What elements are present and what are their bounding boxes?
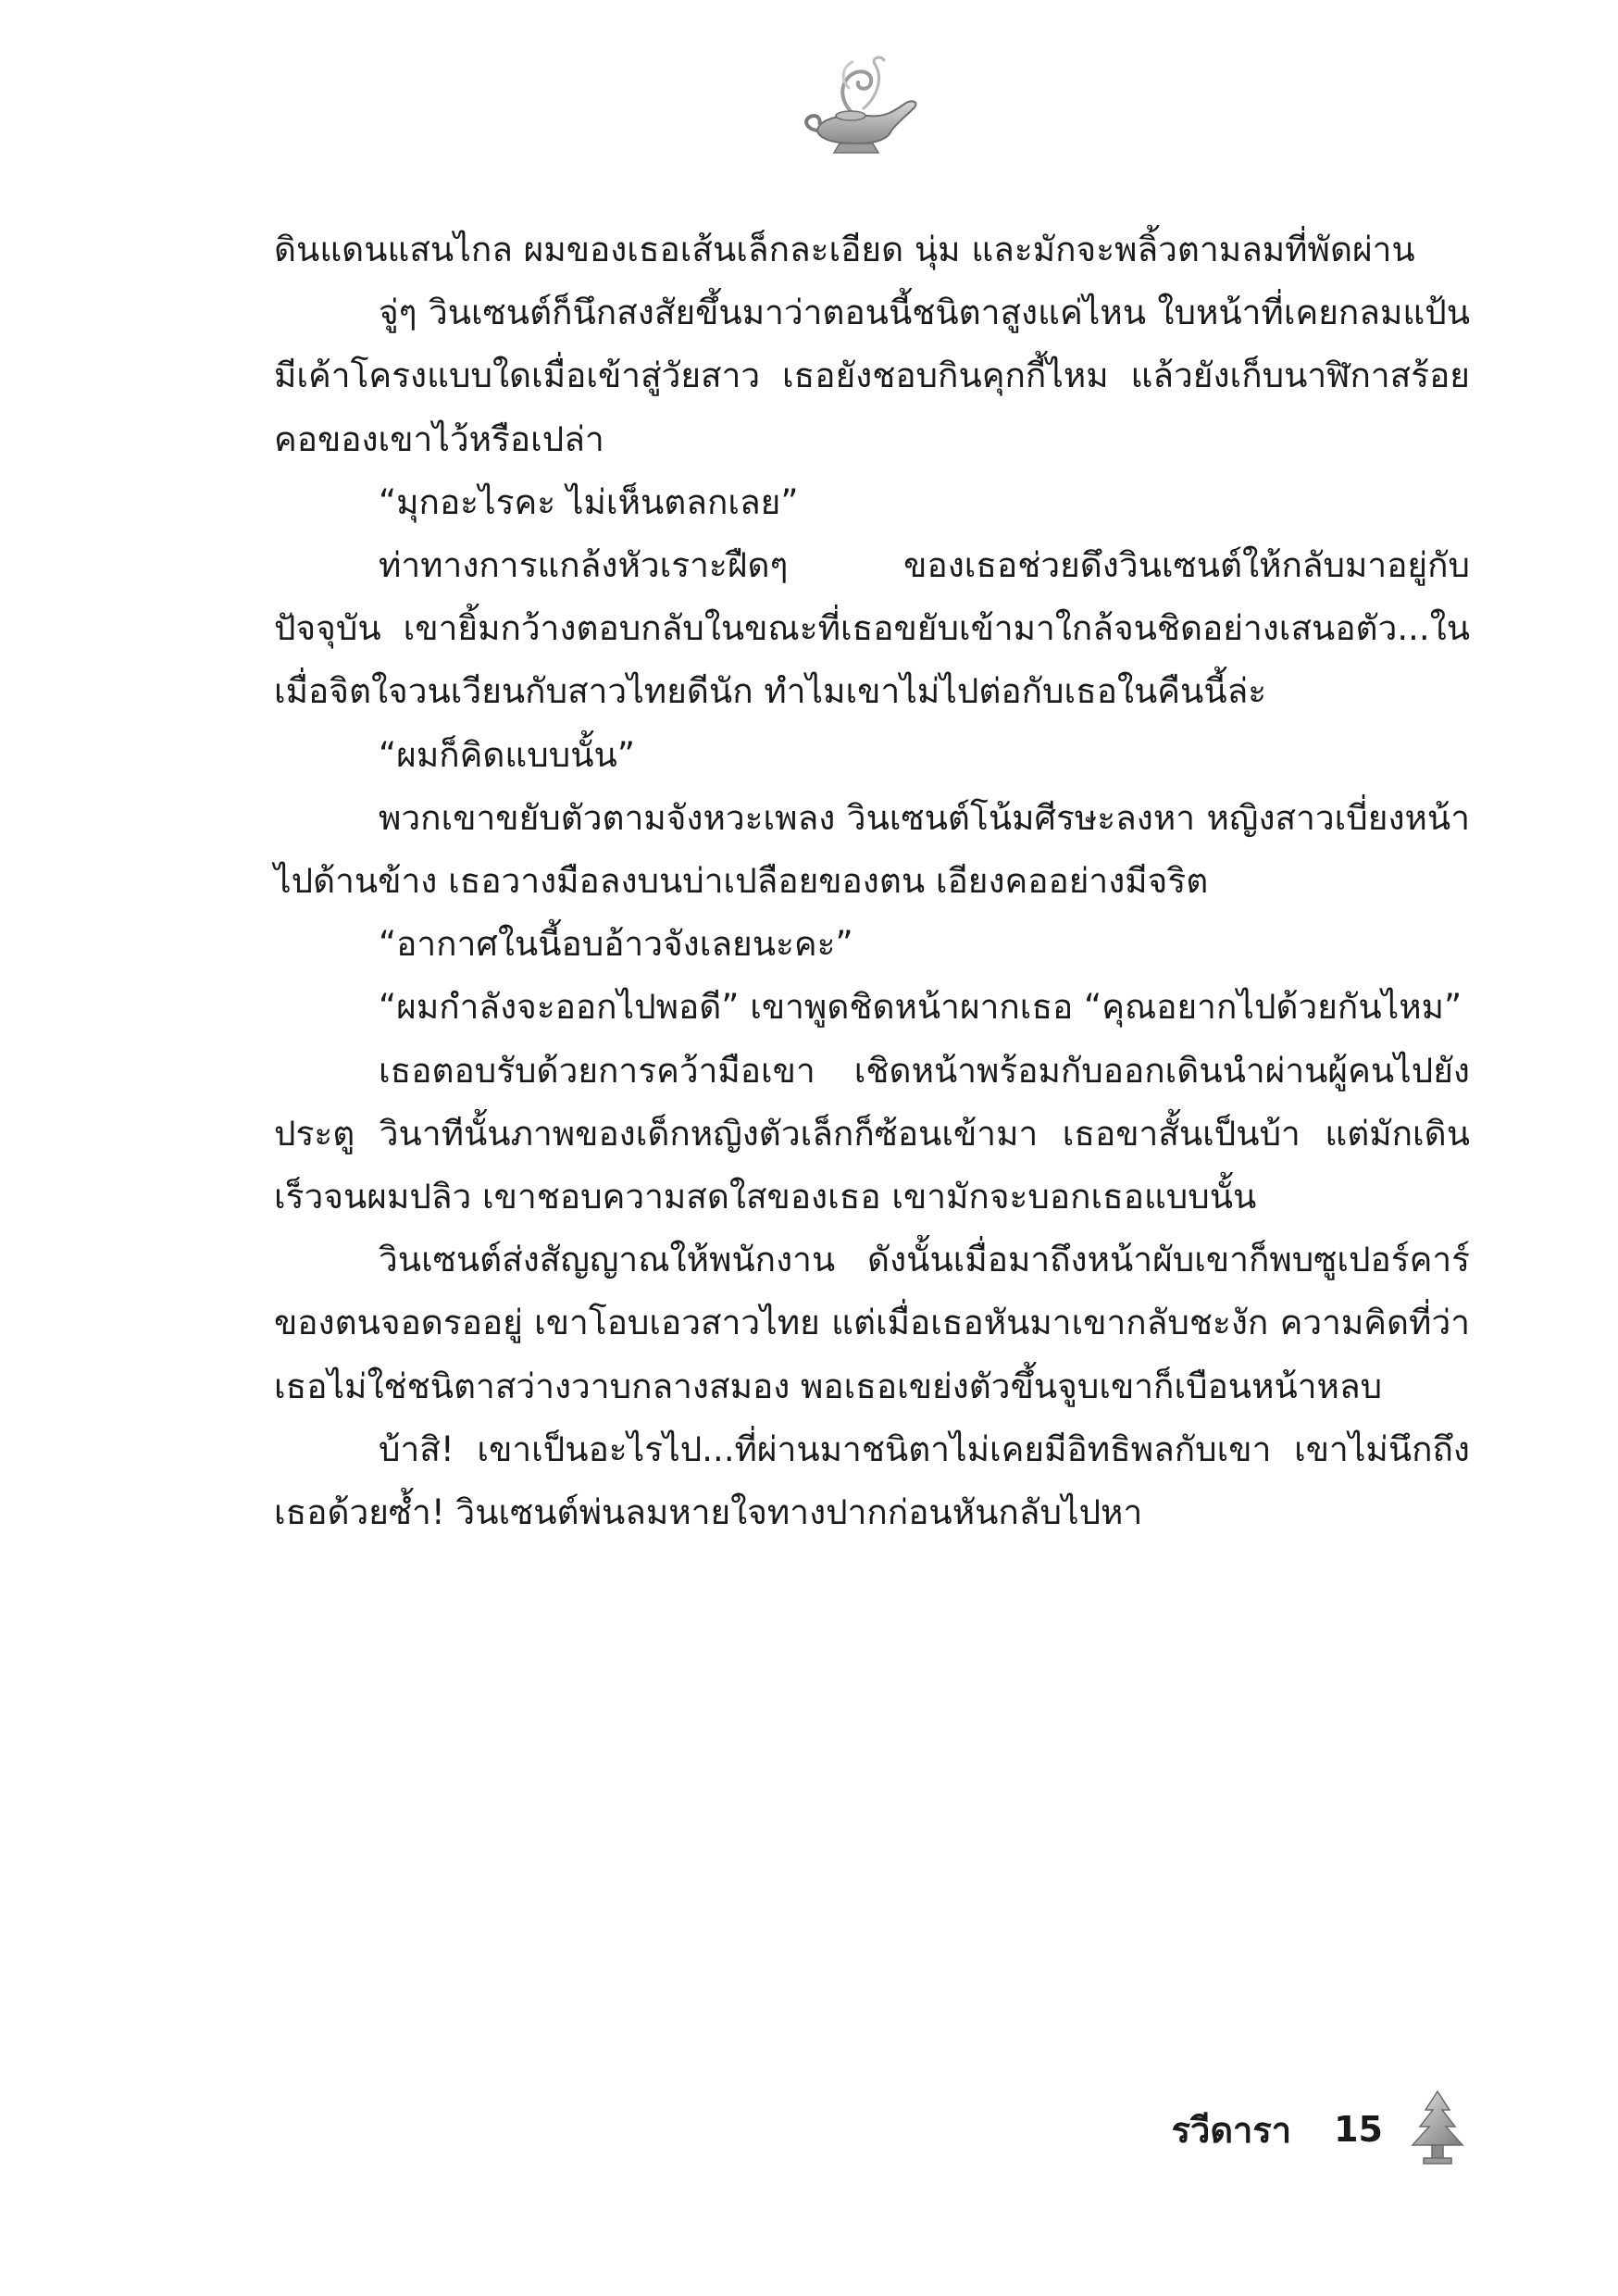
page-number: 15 (1334, 2109, 1383, 2150)
dialogue-line: “ผมก็คิดแบบนั้น” (379, 734, 635, 775)
author-name: รวีดารา (1171, 2109, 1292, 2151)
paragraph: วินเซนต์ส่งสัญญาณให้พนักงาน ดังนั้นเมื่อมาถึงหน้าผับเขาก็พบซูเปอร์คาร์ของตนจอดรออยู่ เขาโอบเอวสาวไทย แต่เมื่อเธอหันมาเขากลับชะงัก ความคิดที่ว่าเธอไม่ใช่ชนิตาสว่างวาบกลางสมอง พอเธอเขย่งตัวขึ้นจูบเขาก็เบือนหน้าหลบ (274, 1240, 1470, 1406)
paragraph: ดินแดนแสนไกล ผมของเธอเส้นเล็กละเอียด นุ่ม และมักจะพลิ้วตามลมที่พัดผ่าน (274, 230, 1415, 269)
dialogue-line: “มุกอะไรคะ ไม่เห็นตลกเลย” (379, 481, 799, 522)
chapter-body (274, 218, 1470, 1544)
paragraph: ท่าทางการแกล้งหัวเราะฝืดๆ ของเธอช่วยดึงวินเซนต์ให้กลับมาอยู่กับปัจจุบัน เขายิ้มกว้างตอบกลับในขณะที่เธอขยับเข้ามาใกล้จนชิดอย่างเสนอตัว...ในเมื่อจิตใจวนเวียนกับสาวไทยดีนัก ทำไมเขาไม่ไปต่อกับเธอในคืนนี้ล่ะ (274, 545, 1470, 712)
paragraph: เธอตอบรับด้วยการคว้ามือเขา เชิดหน้าพร้อมกับออกเดินนำผ่านผู้คนไปยังประตู วินาทีนั้นภาพของเด็กหญิงตัวเล็กก็ซ้อนเข้ามา เธอขาสั้นเป็นบ้า แต่มักเดินเร็วจนผมปลิว เขาชอบความสดใสของเธอ เขามักจะบอกเธอแบบนั้น (274, 1050, 1470, 1217)
paragraph: พวกเขาขยับตัวตามจังหวะเพลง วินเซนต์โน้มศีรษะลงหา หญิงสาวเบี่ยงหน้าไปด้านข้าง เธอวางมือลงบนบ่าเปลือยของตน เอียงคออย่างมีจริต (274, 797, 1470, 902)
page-footer (1172, 2083, 1470, 2176)
tree-icon (1405, 2090, 1470, 2169)
genie-lamp-icon (791, 51, 930, 162)
dialogue-line: “อากาศในนี้อบอ้าวจังเลยนะคะ” (379, 924, 853, 965)
paragraph: จู่ๆ วินเซนต์ก็นึกสงสัยขึ้นมาว่าตอนนี้ชนิตาสูงแค่ไหน ใบหน้าที่เคยกลมแป้นมีเค้าโครงแบบใดเมื่อเข้าสู่วัยสาว เธอยังชอบกินคุกกี้ไหม แล้วยังเก็บนาฬิกาสร้อยคอของเขาไว้หรือเปล่า (274, 293, 1470, 459)
paragraph: บ้าสิ! เขาเป็นอะไรไป...ที่ผ่านมาชนิตาไม่เคยมีอิทธิพลกับเขา เขาไม่นึกถึงเธอด้วยซ้ำ! วินเซนต์พ่นลมหายใจทางปากก่อนหันกลับไปหา (274, 1429, 1470, 1533)
dialogue-line: “ผมกำลังจะออกไปพอดี” เขาพูดชิดหน้าผากเธอ “คุณอยากไปด้วยกันไหม” (379, 987, 1462, 1028)
